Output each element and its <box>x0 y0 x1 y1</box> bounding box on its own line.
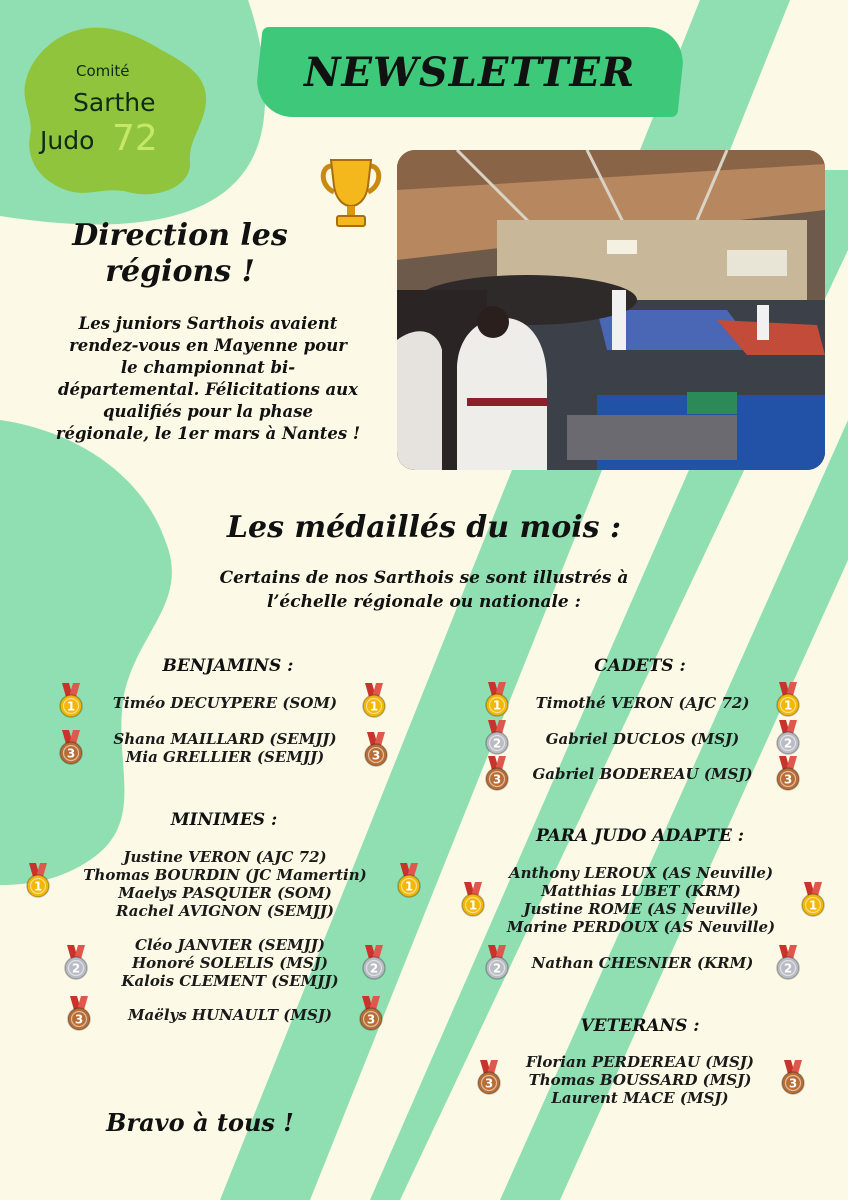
medalist-name: Marine PERDOUX (AS Neuville) <box>506 918 776 936</box>
silver-medal-icon <box>361 945 387 981</box>
medalist-name: Matthias LUBET (KRM) <box>541 882 741 900</box>
cadets-bronze-list <box>515 765 770 783</box>
svg-text:3: 3 <box>783 772 793 787</box>
silver-medal-icon <box>63 945 89 981</box>
judo-hall-photo <box>397 150 825 470</box>
svg-text:1: 1 <box>369 699 379 714</box>
para-silver-list <box>515 954 770 972</box>
svg-text:1: 1 <box>808 898 818 913</box>
medalist-name: Justine ROME (AS Neuville) <box>523 900 759 918</box>
silver-medal-icon <box>775 945 801 981</box>
svg-text:1: 1 <box>66 699 76 714</box>
bronze-medal-icon <box>484 756 510 792</box>
svg-text:1: 1 <box>404 879 414 894</box>
gold-medal-icon <box>58 683 84 719</box>
article-title <box>30 218 330 290</box>
medalist-name: Maëlys HUNAULT (MSJ) <box>127 1006 333 1024</box>
medals-section-subtitle <box>0 566 848 614</box>
minimes-bronze-list <box>90 1006 370 1024</box>
svg-text:2: 2 <box>369 961 379 976</box>
svg-text:3: 3 <box>484 1076 494 1091</box>
medalist-name: Gabriel BODEREAU (MSJ) <box>532 765 753 783</box>
medals-section-title: Les médaillés du mois : <box>226 510 622 545</box>
medalist-name: Anthony LEROUX (AS Neuville) <box>508 864 774 882</box>
bronze-medal-icon <box>476 1060 502 1096</box>
medalist-name: Timothé VERON (AJC 72) <box>535 694 750 712</box>
medalist-name: Laurent MACE (MSJ) <box>551 1089 729 1107</box>
gold-medal-icon <box>800 882 826 918</box>
svg-text:3: 3 <box>366 1012 376 1027</box>
medalist-name: Justine VERON (AJC 72) <box>123 848 327 866</box>
gold-medal-icon <box>396 863 422 899</box>
gold-medal-icon <box>361 683 387 719</box>
medalist-name: Kalois CLEMENT (SEMJJ) <box>121 972 339 990</box>
silver-medal-icon <box>484 945 510 981</box>
para-gold-list <box>486 864 796 936</box>
article-title-line-1: Direction les <box>72 218 288 253</box>
logo-number-72: 72 <box>112 118 158 159</box>
gold-medal-icon <box>460 882 486 918</box>
svg-text:3: 3 <box>788 1076 798 1091</box>
svg-text:2: 2 <box>492 736 502 751</box>
category-veterans: VETERANS : <box>580 1016 700 1036</box>
svg-text:2: 2 <box>783 736 793 751</box>
article-body-line: rendez-vous en Mayenne pour <box>69 336 347 355</box>
silver-medal-icon <box>484 720 510 756</box>
bronze-medal-icon <box>66 996 92 1032</box>
svg-text:1: 1 <box>783 698 793 713</box>
medalist-name: Honoré SOLELIS (MSJ) <box>132 954 328 972</box>
logo-line-judo: Judo <box>40 126 95 155</box>
article-body <box>18 313 398 445</box>
medalist-name: Mia GRELLIER (SEMJJ) <box>125 748 325 766</box>
bronze-medal-icon <box>358 996 384 1032</box>
svg-text:3: 3 <box>492 772 502 787</box>
category-cadets: CADETS : <box>594 656 686 676</box>
medalist-name: Nathan CHESNIER (KRM) <box>531 954 754 972</box>
svg-text:3: 3 <box>371 748 381 763</box>
newsletter-title: NEWSLETTER <box>304 48 636 96</box>
svg-text:1: 1 <box>468 898 478 913</box>
article-body-line: régionale, le 1er mars à Nantes ! <box>55 424 361 443</box>
medalist-name: Thomas BOUSSARD (MSJ) <box>528 1071 752 1089</box>
article-body-line: départemental. Félicitations aux <box>57 380 359 399</box>
svg-text:3: 3 <box>74 1012 84 1027</box>
medalist-name: Florian PERDEREAU (MSJ) <box>526 1053 754 1071</box>
bronze-medal-icon <box>363 732 389 768</box>
closing-message: Bravo à tous ! <box>106 1108 294 1137</box>
medals-subtitle-line-2: l’échelle régionale ou nationale : <box>267 592 581 612</box>
svg-text:2: 2 <box>492 961 502 976</box>
gold-medal-icon <box>25 863 51 899</box>
medalist-name: Gabriel DUCLOS (MSJ) <box>545 730 740 748</box>
article-body-line: qualifiés pour la phase <box>103 402 313 421</box>
medalist-name: Timéo DECUYPERE (SOM) <box>112 694 338 712</box>
category-benjamins: BENJAMINS : <box>162 656 294 676</box>
medalist-name: Shana MAILLARD (SEMJJ) <box>113 730 337 748</box>
medalist-name: Cléo JANVIER (SEMJJ) <box>135 936 325 954</box>
medalist-name: Rachel AVIGNON (SEMJJ) <box>115 902 334 920</box>
minimes-silver-list <box>90 936 370 990</box>
article-body-line: Les juniors Sarthois avaient <box>78 314 338 333</box>
benjamins-bronze-list <box>90 730 360 766</box>
gold-medal-icon <box>484 682 510 718</box>
cadets-gold-list <box>515 694 770 712</box>
svg-text:2: 2 <box>783 961 793 976</box>
svg-text:1: 1 <box>492 698 502 713</box>
article-body-line: le championnat bi- <box>120 358 296 377</box>
minimes-gold-list <box>55 848 395 920</box>
bronze-medal-icon <box>780 1060 806 1096</box>
svg-text:2: 2 <box>71 961 81 976</box>
article-title-line-2: régions ! <box>105 254 255 289</box>
svg-text:3: 3 <box>66 746 76 761</box>
bronze-medal-icon <box>775 756 801 792</box>
comite-logo <box>18 22 213 200</box>
medalist-name: Thomas BOURDIN (JC Mamertin) <box>83 866 367 884</box>
gold-medal-icon <box>775 682 801 718</box>
silver-medal-icon <box>775 720 801 756</box>
newsletter-banner <box>253 27 686 117</box>
medalist-name: Maelys PASQUIER (SOM) <box>118 884 332 902</box>
medals-subtitle-line-1: Certains de nos Sarthois se sont illustrés à <box>219 568 629 588</box>
svg-text:1: 1 <box>33 879 43 894</box>
cadets-silver-list <box>515 730 770 748</box>
logo-line-comite: Comité <box>76 62 130 80</box>
category-minimes: MINIMES : <box>170 810 278 830</box>
logo-line-sarthe: Sarthe <box>73 88 156 117</box>
veterans-bronze-list <box>500 1053 780 1107</box>
benjamins-gold-list <box>90 694 360 712</box>
bronze-medal-icon <box>58 730 84 766</box>
category-para-judo: PARA JUDO ADAPTE : <box>535 826 745 846</box>
